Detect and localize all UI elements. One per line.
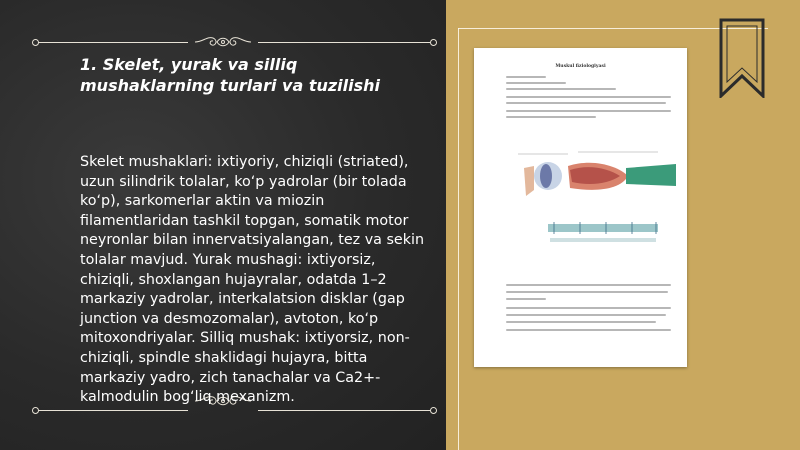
bottom-border-left [38, 410, 188, 411]
slide-title: 1. Skelet, yurak va silliq mushaklarning turlari va tuzilishi [80, 55, 381, 95]
document-text-line [506, 329, 671, 331]
document-text-line [506, 291, 668, 293]
document-text-line [506, 88, 616, 90]
bottom-border-dot-right [430, 407, 437, 414]
scroll-flourish-icon [193, 33, 253, 51]
slide-body-text: Skelet mushaklari: ixtiyoriy, chiziqli (striated), uzun silindrik tolalar, ko‘p yadrolar (bir tolada ko‘p), sarkomerlar aktin va miozin filamentlaridan tashkil topgan, somatik motor neyronlar bilan innervatsiyalangan, tez va sekin tolalar mavjud. Yurak mushagi: ixtiyorsiz, chiziqli, shoxlangan hujayralar, odatda 1–2 markaziy yadrolar, interkalatsion disklar (gap junction va desmozomalar), avtoton, ko‘p mitoxondriyalar. Silliq mushak: ixtiyorsiz, non-chiziqli, spindle shaklidagi hujayra, bitta markaziy yadro, zich tanachalar va Ca2+-kalmodulin bog‘liq mexanizm. [80, 154, 425, 406]
muscle-anatomy-figure [508, 146, 678, 256]
right-frame-line-left [458, 28, 459, 450]
document-text-line [506, 307, 671, 309]
document-text-line [506, 284, 671, 286]
document-text-line [506, 76, 546, 78]
document-text-line [506, 110, 671, 112]
document-text-line [506, 82, 566, 84]
top-border-left [38, 42, 188, 43]
document-text-line [506, 102, 666, 104]
document-image [474, 48, 687, 367]
top-border-dot-left [32, 39, 39, 46]
document-text-line [506, 298, 546, 300]
bottom-border-dot-left [32, 407, 39, 414]
document-text-line [506, 321, 656, 323]
document-text-line [506, 96, 671, 98]
top-border-right [258, 42, 430, 43]
document-text-line [506, 314, 666, 316]
document-heading: Muskul fiziologiyasi [555, 64, 606, 69]
document-text-line [506, 116, 596, 118]
bottom-border-right [258, 410, 430, 411]
top-border-dot-right [430, 39, 437, 46]
bookmark-icon [719, 18, 765, 98]
